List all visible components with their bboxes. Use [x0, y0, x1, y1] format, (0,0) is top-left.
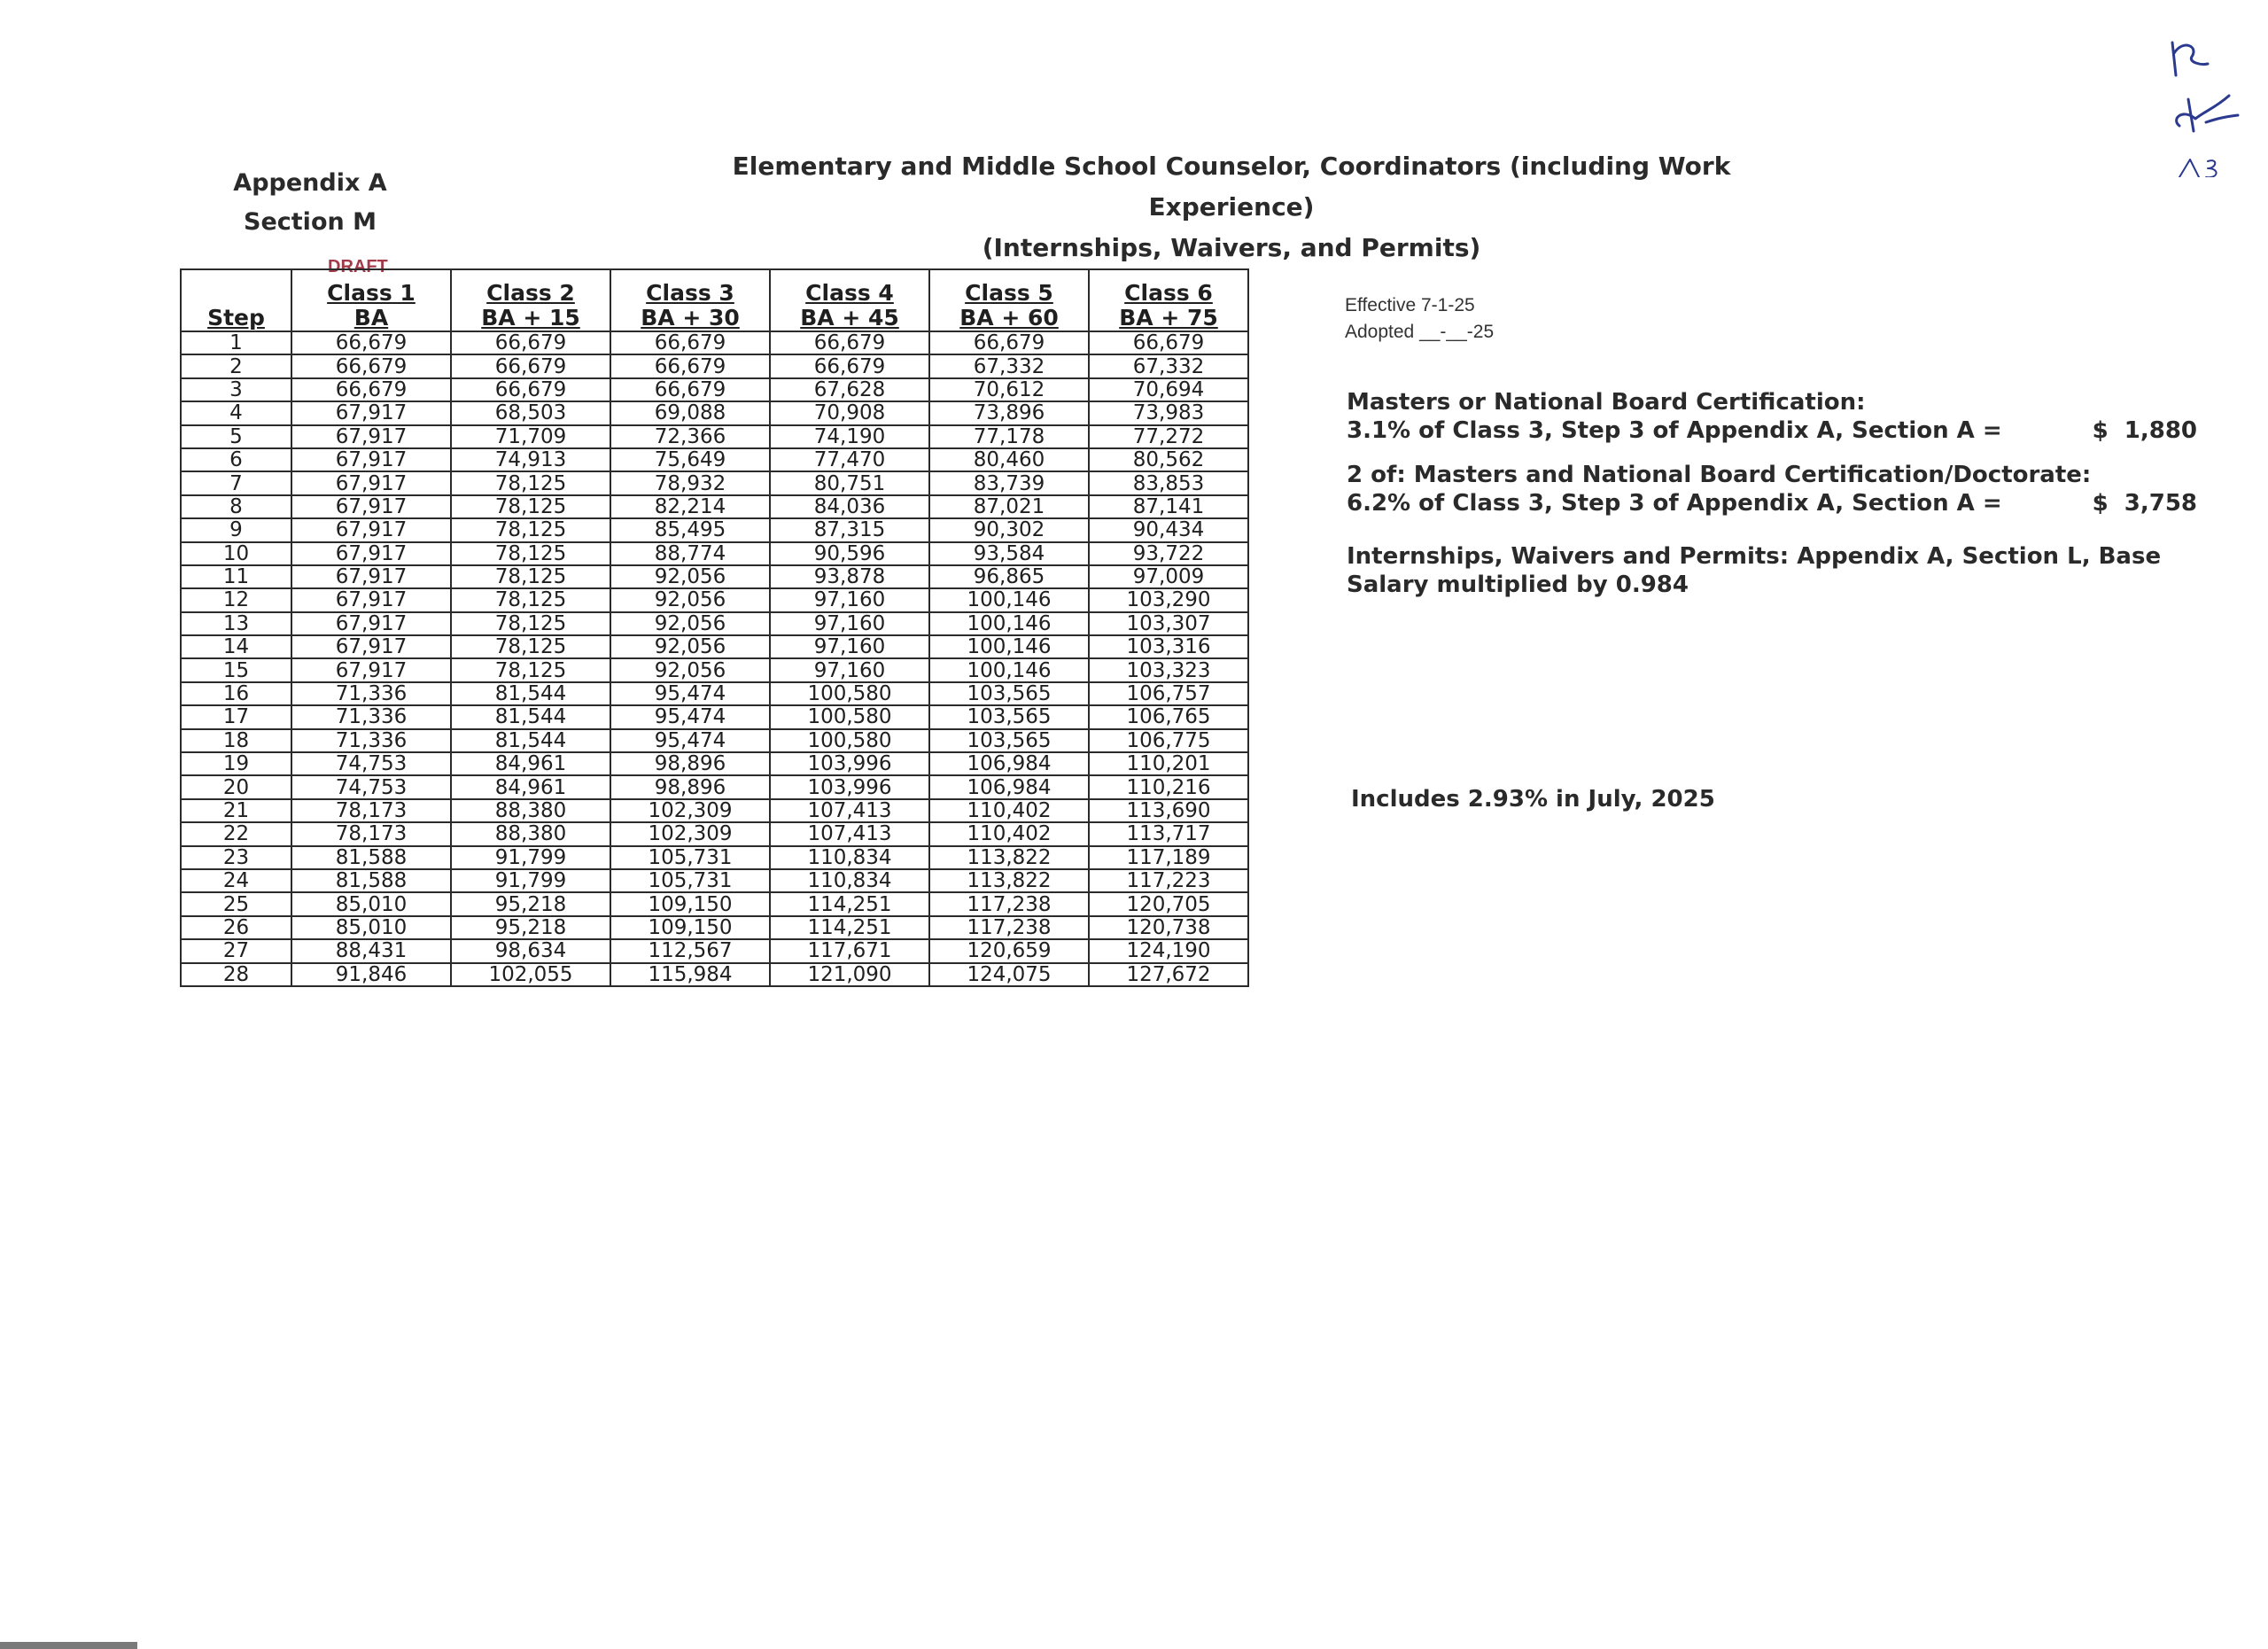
table-row [181, 846, 1248, 869]
step-cell: 18 [181, 729, 291, 752]
salary-cell: 117,238 [929, 892, 1089, 915]
step-cell: 16 [181, 682, 291, 705]
salary-cell: 110,216 [1089, 775, 1248, 798]
salary-cell: 67,332 [1089, 354, 1248, 377]
salary-cell: 124,190 [1089, 939, 1248, 962]
doctorate-description: 6.2% of Class 3, Step 3 of Appendix A, Section A = [1347, 490, 2002, 517]
table-row [181, 518, 1248, 541]
salary-cell: 66,679 [610, 378, 770, 401]
table-row [181, 635, 1248, 658]
salary-cell: 67,917 [291, 588, 451, 611]
step-cell: 15 [181, 658, 291, 681]
salary-cell: 120,659 [929, 939, 1089, 962]
salary-cell: 117,238 [929, 916, 1089, 939]
step-cell: 13 [181, 612, 291, 635]
salary-cell: 67,917 [291, 658, 451, 681]
salary-cell: 100,146 [929, 635, 1089, 658]
table-row [181, 822, 1248, 845]
step-cell: 17 [181, 705, 291, 728]
salary-cell: 85,010 [291, 892, 451, 915]
salary-cell: 87,141 [1089, 495, 1248, 518]
salary-cell: 85,495 [610, 518, 770, 541]
salary-cell: 107,413 [770, 822, 929, 845]
step-cell: 21 [181, 799, 291, 822]
salary-cell: 67,332 [929, 354, 1089, 377]
salary-cell: 67,628 [770, 378, 929, 401]
table-row [181, 916, 1248, 939]
table-row [181, 331, 1248, 354]
salary-cell: 93,722 [1089, 542, 1248, 565]
step-cell: 3 [181, 378, 291, 401]
step-cell: 26 [181, 916, 291, 939]
table-row [181, 612, 1248, 635]
salary-cell: 103,323 [1089, 658, 1248, 681]
salary-cell: 124,075 [929, 963, 1089, 986]
salary-cell: 95,474 [610, 682, 770, 705]
salary-cell: 81,588 [291, 846, 451, 869]
salary-cell: 67,917 [291, 542, 451, 565]
salary-cell: 91,799 [451, 869, 610, 892]
step-cell: 6 [181, 448, 291, 471]
salary-cell: 107,413 [770, 799, 929, 822]
masters-title: Masters or National Board Certification: [1347, 389, 1866, 416]
salary-cell: 97,160 [770, 658, 929, 681]
salary-cell: 100,146 [929, 658, 1089, 681]
salary-cell: 127,672 [1089, 963, 1248, 986]
salary-cell: 90,434 [1089, 518, 1248, 541]
appendix-label [221, 164, 399, 242]
masters-amount: $ 1,880 [2092, 417, 2197, 444]
step-cell: 4 [181, 401, 291, 424]
table-row [181, 658, 1248, 681]
salary-cell: 71,336 [291, 729, 451, 752]
salary-cell: 70,908 [770, 401, 929, 424]
salary-cell: 117,189 [1089, 846, 1248, 869]
salary-cell: 98,634 [451, 939, 610, 962]
class-header: Class 1 BA [291, 269, 451, 331]
class-header: Class 6 BA + 75 [1089, 269, 1248, 331]
doctorate-amount: $ 3,758 [2092, 490, 2197, 517]
salary-cell: 103,565 [929, 682, 1089, 705]
step-cell: 19 [181, 752, 291, 775]
table-body [181, 331, 1248, 986]
salary-cell: 92,056 [610, 588, 770, 611]
title-line-1: Elementary and Middle School Counselor, Coordinators (including Work Experience) [732, 152, 1731, 222]
salary-cell: 66,679 [451, 331, 610, 354]
salary-cell: 103,290 [1089, 588, 1248, 611]
salary-cell: 106,984 [929, 775, 1089, 798]
salary-cell: 102,309 [610, 799, 770, 822]
salary-cell: 87,021 [929, 495, 1089, 518]
step-cell: 23 [181, 846, 291, 869]
salary-cell: 97,160 [770, 588, 929, 611]
salary-cell: 103,307 [1089, 612, 1248, 635]
salary-cell: 113,717 [1089, 822, 1248, 845]
effective-date: Effective 7-1-25 [1345, 295, 1475, 315]
salary-cell: 114,251 [770, 916, 929, 939]
salary-cell: 97,160 [770, 612, 929, 635]
includes-text: Includes 2.93% in July, 2025 [1351, 786, 1715, 813]
table-row [181, 495, 1248, 518]
table-row [181, 705, 1248, 728]
salary-cell: 67,917 [291, 518, 451, 541]
table-row [181, 542, 1248, 565]
salary-cell: 84,036 [770, 495, 929, 518]
salary-cell: 71,336 [291, 705, 451, 728]
salary-cell: 110,402 [929, 822, 1089, 845]
salary-cell: 87,315 [770, 518, 929, 541]
title-line-2: (Internships, Waivers, and Permits) [982, 233, 1481, 262]
salary-cell: 78,125 [451, 471, 610, 494]
table-row [181, 565, 1248, 588]
salary-cell: 84,961 [451, 752, 610, 775]
salary-cell: 78,125 [451, 635, 610, 658]
salary-cell: 66,679 [610, 331, 770, 354]
document-title [656, 146, 1807, 268]
salary-cell: 120,705 [1089, 892, 1248, 915]
salary-cell: 109,150 [610, 892, 770, 915]
salary-cell: 92,056 [610, 612, 770, 635]
step-cell: 2 [181, 354, 291, 377]
table-row [181, 799, 1248, 822]
table-row [181, 588, 1248, 611]
salary-cell: 93,584 [929, 542, 1089, 565]
salary-cell: 66,679 [610, 354, 770, 377]
salary-cell: 72,366 [610, 425, 770, 448]
step-cell: 28 [181, 963, 291, 986]
step-cell: 9 [181, 518, 291, 541]
salary-cell: 106,984 [929, 752, 1089, 775]
salary-cell: 96,865 [929, 565, 1089, 588]
salary-cell: 78,125 [451, 612, 610, 635]
salary-cell: 95,474 [610, 705, 770, 728]
salary-cell: 67,917 [291, 495, 451, 518]
includes-note [1351, 785, 2202, 813]
salary-cell: 78,125 [451, 658, 610, 681]
salary-cell: 90,596 [770, 542, 929, 565]
table-row [181, 354, 1248, 377]
salary-cell: 106,757 [1089, 682, 1248, 705]
doctorate-title: 2 of: Masters and National Board Certification/Doctorate: [1347, 462, 2092, 488]
salary-cell: 67,917 [291, 401, 451, 424]
salary-cell: 78,125 [451, 495, 610, 518]
salary-cell: 113,690 [1089, 799, 1248, 822]
salary-cell: 66,679 [291, 331, 451, 354]
table-row [181, 448, 1248, 471]
salary-cell: 73,983 [1089, 401, 1248, 424]
salary-cell: 103,565 [929, 705, 1089, 728]
salary-cell: 102,055 [451, 963, 610, 986]
salary-cell: 67,917 [291, 612, 451, 635]
salary-cell: 81,544 [451, 729, 610, 752]
step-cell: 14 [181, 635, 291, 658]
salary-cell: 110,834 [770, 869, 929, 892]
salary-cell: 120,738 [1089, 916, 1248, 939]
table-row [181, 963, 1248, 986]
internships-line-2: Salary multiplied by 0.984 [1347, 572, 1689, 598]
salary-cell: 100,580 [770, 729, 929, 752]
salary-cell: 91,799 [451, 846, 610, 869]
salary-schedule-table [180, 268, 1249, 987]
internships-note [1347, 542, 2197, 599]
salary-cell: 88,380 [451, 799, 610, 822]
salary-cell: 100,146 [929, 612, 1089, 635]
salary-cell: 103,996 [770, 775, 929, 798]
salary-cell: 97,009 [1089, 565, 1248, 588]
appendix-line: Appendix A [233, 169, 387, 197]
salary-cell: 74,753 [291, 752, 451, 775]
salary-cell: 95,474 [610, 729, 770, 752]
salary-cell: 93,878 [770, 565, 929, 588]
table-row [181, 729, 1248, 752]
masters-row [1347, 416, 2197, 445]
masters-description: 3.1% of Class 3, Step 3 of Appendix A, Section A = [1347, 417, 2002, 444]
scan-edge-shadow [0, 1642, 137, 1649]
handwritten-initials-signature [2153, 27, 2250, 177]
salary-cell: 105,731 [610, 869, 770, 892]
salary-cell: 71,709 [451, 425, 610, 448]
salary-cell: 81,544 [451, 682, 610, 705]
salary-cell: 70,612 [929, 378, 1089, 401]
step-cell: 7 [181, 471, 291, 494]
salary-cell: 85,010 [291, 916, 451, 939]
salary-cell: 95,218 [451, 892, 610, 915]
salary-cell: 83,853 [1089, 471, 1248, 494]
salary-cell: 68,503 [451, 401, 610, 424]
salary-cell: 100,580 [770, 705, 929, 728]
step-cell: 1 [181, 331, 291, 354]
table-row [181, 775, 1248, 798]
step-cell: 8 [181, 495, 291, 518]
salary-cell: 78,173 [291, 799, 451, 822]
table-row [181, 892, 1248, 915]
salary-cell: 83,739 [929, 471, 1089, 494]
table-row [181, 471, 1248, 494]
salary-cell: 121,090 [770, 963, 929, 986]
salary-cell: 92,056 [610, 565, 770, 588]
salary-cell: 103,996 [770, 752, 929, 775]
salary-cell: 100,580 [770, 682, 929, 705]
salary-cell: 74,190 [770, 425, 929, 448]
salary-cell: 117,223 [1089, 869, 1248, 892]
salary-cell: 66,679 [451, 378, 610, 401]
step-cell: 22 [181, 822, 291, 845]
step-header: Step [181, 269, 291, 331]
table-row [181, 425, 1248, 448]
adopted-date: Adopted __-__-25 [1345, 322, 1495, 342]
salary-cell: 81,588 [291, 869, 451, 892]
step-cell: 5 [181, 425, 291, 448]
salary-cell: 105,731 [610, 846, 770, 869]
salary-cell: 112,567 [610, 939, 770, 962]
step-cell: 11 [181, 565, 291, 588]
salary-cell: 67,917 [291, 471, 451, 494]
salary-cell: 115,984 [610, 963, 770, 986]
salary-cell: 75,649 [610, 448, 770, 471]
salary-cell: 113,822 [929, 869, 1089, 892]
salary-cell: 113,822 [929, 846, 1089, 869]
salary-cell: 88,774 [610, 542, 770, 565]
salary-cell: 106,775 [1089, 729, 1248, 752]
salary-cell: 110,201 [1089, 752, 1248, 775]
salary-cell: 88,380 [451, 822, 610, 845]
salary-cell: 66,679 [1089, 331, 1248, 354]
salary-cell: 78,125 [451, 518, 610, 541]
salary-cell: 67,917 [291, 565, 451, 588]
step-cell: 27 [181, 939, 291, 962]
salary-cell: 103,316 [1089, 635, 1248, 658]
salary-cell: 78,125 [451, 565, 610, 588]
salary-cell: 98,896 [610, 752, 770, 775]
salary-cell: 80,751 [770, 471, 929, 494]
salary-cell: 110,834 [770, 846, 929, 869]
salary-cell: 66,679 [451, 354, 610, 377]
salary-cell: 77,272 [1089, 425, 1248, 448]
salary-cell: 69,088 [610, 401, 770, 424]
salary-cell: 66,679 [291, 378, 451, 401]
step-cell: 25 [181, 892, 291, 915]
table-row [181, 682, 1248, 705]
class-header: Class 4 BA + 45 [770, 269, 929, 331]
salary-cell: 84,961 [451, 775, 610, 798]
section-line: Section M [244, 208, 377, 236]
salary-cell: 97,160 [770, 635, 929, 658]
step-cell: 20 [181, 775, 291, 798]
class-header: Class 2 BA + 15 [451, 269, 610, 331]
salary-cell: 102,309 [610, 822, 770, 845]
salary-cell: 81,544 [451, 705, 610, 728]
step-cell: 12 [181, 588, 291, 611]
step-cell: 24 [181, 869, 291, 892]
salary-cell: 78,173 [291, 822, 451, 845]
salary-cell: 66,679 [770, 331, 929, 354]
doctorate-row [1347, 489, 2197, 517]
class-header: Class 3 BA + 30 [610, 269, 770, 331]
salary-cell: 80,562 [1089, 448, 1248, 471]
salary-cell: 110,402 [929, 799, 1089, 822]
salary-cell: 66,679 [929, 331, 1089, 354]
salary-cell: 80,460 [929, 448, 1089, 471]
masters-note [1347, 388, 2197, 445]
draft-stamp: DRAFT [328, 257, 388, 276]
salary-cell: 98,896 [610, 775, 770, 798]
salary-cell: 92,056 [610, 635, 770, 658]
step-cell: 10 [181, 542, 291, 565]
salary-cell: 78,125 [451, 542, 610, 565]
salary-cell: 82,214 [610, 495, 770, 518]
salary-cell: 67,917 [291, 425, 451, 448]
salary-cell: 90,302 [929, 518, 1089, 541]
salary-cell: 67,917 [291, 635, 451, 658]
table-header-row [181, 269, 1248, 331]
salary-cell: 74,753 [291, 775, 451, 798]
salary-cell: 106,765 [1089, 705, 1248, 728]
salary-cell: 78,125 [451, 588, 610, 611]
table-row [181, 869, 1248, 892]
effective-info [1345, 292, 1494, 346]
class-header: Class 5 BA + 60 [929, 269, 1089, 331]
salary-cell: 109,150 [610, 916, 770, 939]
salary-cell: 100,146 [929, 588, 1089, 611]
salary-cell: 70,694 [1089, 378, 1248, 401]
doctorate-note [1347, 461, 2197, 517]
salary-cell: 66,679 [770, 354, 929, 377]
salary-cell: 103,565 [929, 729, 1089, 752]
salary-cell: 114,251 [770, 892, 929, 915]
salary-cell: 78,932 [610, 471, 770, 494]
salary-cell: 66,679 [291, 354, 451, 377]
salary-cell: 117,671 [770, 939, 929, 962]
salary-cell: 92,056 [610, 658, 770, 681]
salary-cell: 88,431 [291, 939, 451, 962]
salary-cell: 77,178 [929, 425, 1089, 448]
table-row [181, 378, 1248, 401]
salary-cell: 91,846 [291, 963, 451, 986]
salary-cell: 95,218 [451, 916, 610, 939]
salary-cell: 74,913 [451, 448, 610, 471]
salary-cell: 67,917 [291, 448, 451, 471]
internships-line-1: Internships, Waivers and Permits: Appendix A, Section L, Base [1347, 543, 2162, 570]
table-row [181, 401, 1248, 424]
table-row [181, 752, 1248, 775]
salary-cell: 71,336 [291, 682, 451, 705]
salary-cell: 73,896 [929, 401, 1089, 424]
salary-cell: 77,470 [770, 448, 929, 471]
table-row [181, 939, 1248, 962]
